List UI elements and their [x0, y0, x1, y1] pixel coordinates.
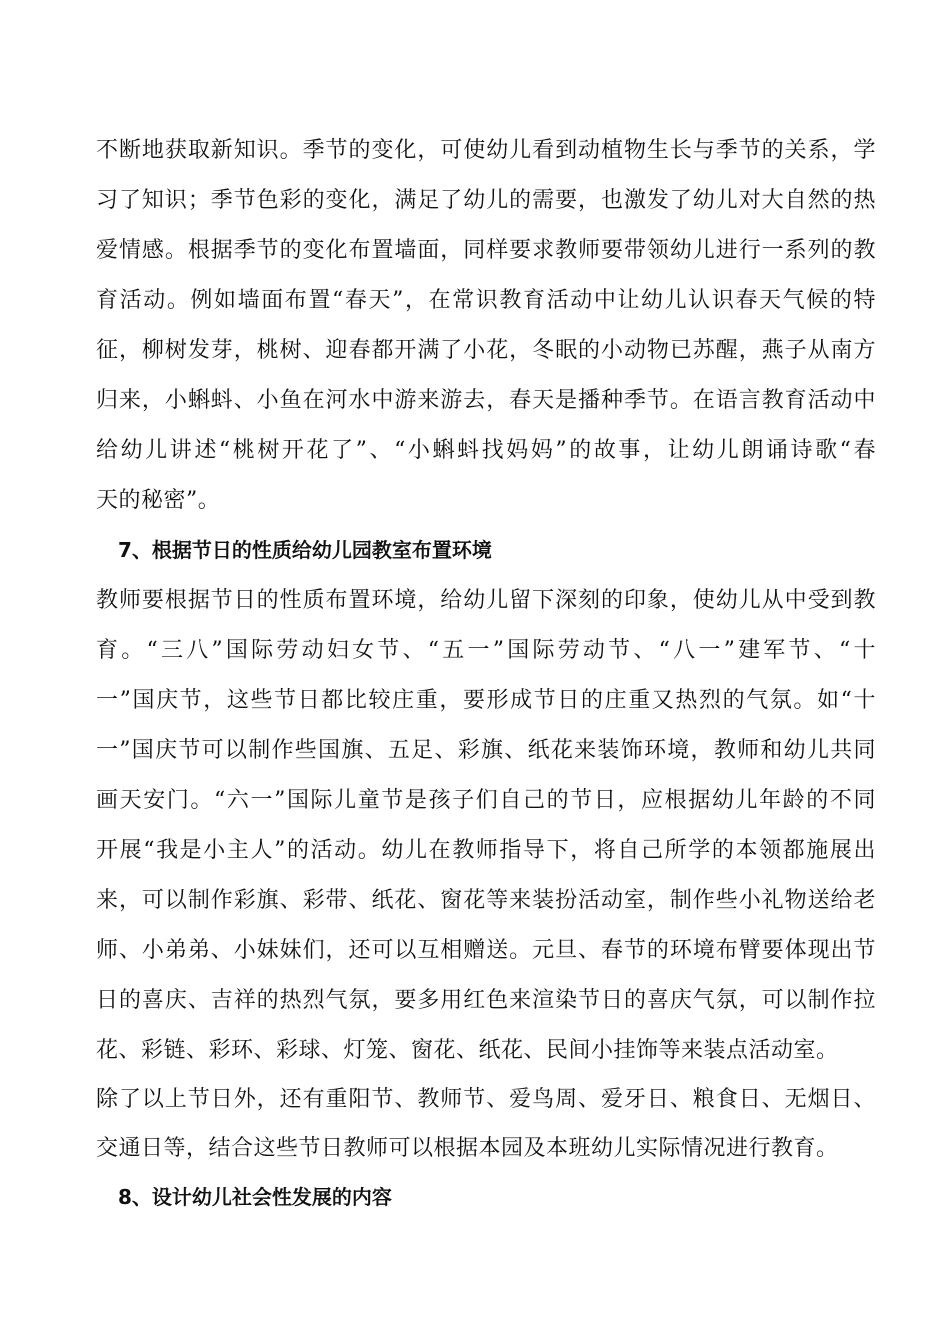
- paragraph-line: 不断地获取新知识。季节的变化，可使幼儿看到动植物生长与季节的关系，学: [96, 138, 876, 163]
- section-heading-7: 7、根据节日的性质给幼儿园教室布置环境: [118, 538, 492, 562]
- paragraph-line: 画天安门。“六一”国际儿童节是孩子们自己的节日，应根据幼儿年龄的不同: [96, 788, 876, 813]
- paragraph-line: 育。“三八”国际劳动妇女节、“五一”国际劳动节、“八一”建军节、“十: [96, 638, 876, 663]
- paragraph-line: 师、小弟弟、小妹妹们，还可以互相赠送。元旦、春节的环境布臂要体现出节: [96, 938, 876, 963]
- paragraph-line: 育活动。例如墙面布置“春天”，在常识教育活动中让幼儿认识春天气候的特: [96, 288, 876, 313]
- paragraph-line: 归来，小蝌蚪、小鱼在河水中游来游去，春天是播种季节。在语言教育活动中: [96, 388, 876, 413]
- paragraph-line: 教师要根据节日的性质布置环境，给幼儿留下深刻的印象，使幼儿从中受到教: [96, 588, 876, 613]
- paragraph-line: 来，可以制作彩旗、彩带、纸花、窗花等来装扮活动室，制作些小礼物送给老: [96, 888, 876, 913]
- paragraph-line: 交通日等，结合这些节日教师可以根据本园及本班幼儿实际情况进行教育。: [96, 1136, 839, 1161]
- paragraph-line: 爱情感。根据季节的变化布置墙面，同样要求教师要带领幼儿进行一系列的教: [96, 238, 876, 263]
- paragraph-line: 给幼儿讲述“桃树开花了”、“小蝌蚪找妈妈”的故事，让幼儿朗诵诗歌“春: [96, 438, 876, 463]
- paragraph-line: 开展“我是小主人”的活动。幼儿在教师指导下，将自己所学的本领都施展出: [96, 838, 876, 863]
- paragraph-line: 一”国庆节，这些节日都比较庄重，要形成节日的庄重又热烈的气氛。如“十: [96, 688, 876, 713]
- paragraph-line: 征，柳树发芽，桃树、迎春都开满了小花，冬眠的小动物已苏醒，燕子从南方: [96, 338, 876, 363]
- paragraph-line: 一”国庆节可以制作些国旗、五足、彩旗、纸花来装饰环境，教师和幼儿共同: [96, 738, 876, 763]
- paragraph-line: 除了以上节日外，还有重阳节、教师节、爱鸟周、爱牙日、粮食日、无烟日、: [96, 1087, 876, 1112]
- paragraph-line: 天的秘密”。: [96, 488, 221, 513]
- paragraph-line: 习了知识；季节色彩的变化，满足了幼儿的需要，也激发了幼儿对大自然的热: [96, 188, 876, 213]
- paragraph-line: 花、彩链、彩环、彩球、灯笼、窗花、纸花、民间小挂饰等来装点活动室。: [96, 1038, 839, 1063]
- paragraph-line: 日的喜庆、吉祥的热烈气氛，要多用红色来渲染节日的喜庆气氛，可以制作拉: [96, 988, 876, 1013]
- section-heading-8: 8、设计幼儿社会性发展的内容: [118, 1185, 392, 1209]
